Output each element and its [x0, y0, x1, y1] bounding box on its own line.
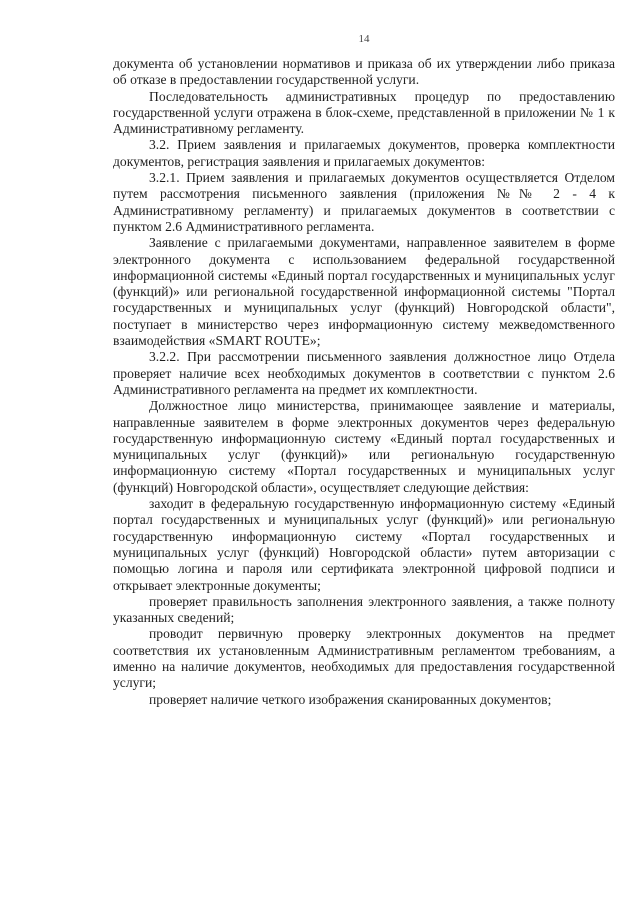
paragraph: Должностное лицо министерства, принимающее заявление и материалы, направленные заявителем в форме электронных документов через федеральную государственную информационную систему «Единый портал государственных и муниципальных услуг (функций)» или региональную государственную информационную систему «Портал государственных и муниципальных услуг (функций) Новгородской области», осуществляет следующие действия:: [113, 398, 615, 495]
document-page: [113, 32, 615, 708]
paragraph: проводит первичную проверку электронных документов на предмет соответствия их установленным Административным регламентом требованиям, а именно на наличие документов, необходимых для предоставления государственной услуги;: [113, 626, 615, 691]
paragraph: проверяет наличие четкого изображения сканированных документов;: [149, 691, 552, 707]
paragraph: 3.2. Прием заявления и прилагаемых документов, проверка комплектности документов, регистрация заявления и прилагаемых документов:: [113, 137, 615, 169]
paragraph: заходит в федеральную государственную информационную систему «Единый портал государственных и муниципальных услуг (функций)» или региональную государственную информационную систему «Портал государственных и муниципальных услуг (функций) Новгородской области» путем авторизации с помощью логина и пароля или сертификата электронной цифровой подписи и открывает электронные документы;: [113, 496, 615, 593]
paragraph: документа об установлении нормативов и приказа об их утверждении либо приказа об отказе в предоставлении государственной услуги.: [113, 56, 615, 88]
paragraph: Последовательность административных процедур по предоставлению государственной услуги отражена в блок-схеме, представленной в приложении № 1 к Административному регламенту.: [113, 88, 615, 137]
paragraph: 3.2.2. При рассмотрении письменного заявления должностное лицо Отдела проверяет наличие всех необходимых документов в соответствии с пунктом 2.6 Административного регламента на предмет их комплектности.: [113, 349, 615, 397]
paragraph: Заявление с прилагаемыми документами, направленное заявителем в форме электронного документа с использованием федеральной государственной информационной системы «Единый портал государственных и муниципальных услуг (функций)» или региональной государственной информационной системы "Портал государственных и муниципальных услуг (функций) Новгородской области", поступает в министерство через информационную систему межведомственного взаимодействия «SMART ROUTE»;: [113, 235, 615, 349]
document-body: [113, 56, 615, 708]
paragraph: проверяет правильность заполнения электронного заявления, а также полноту указанных сведений;: [113, 593, 615, 626]
page-number: 14: [358, 33, 370, 45]
paragraph: 3.2.1. Прием заявления и прилагаемых документов осуществляется Отделом путем рассмотрения письменного заявления (приложения №№ 2 - 4 к Административному регламенту) и прилагаемых документов в соответствии с пунктом 2.6 Административного регламента.: [113, 170, 615, 234]
